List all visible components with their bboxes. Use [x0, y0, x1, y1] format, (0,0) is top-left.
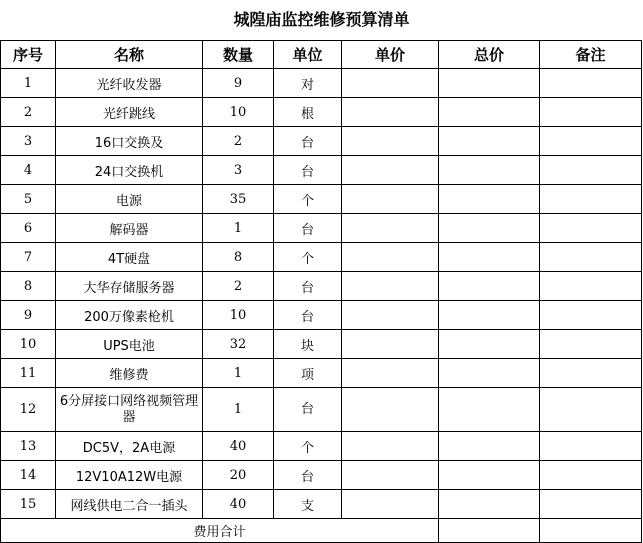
item-total-price [439, 127, 540, 156]
row-number: 4 [1, 156, 56, 185]
table-row [1, 388, 642, 432]
item-note [540, 69, 642, 98]
item-unit-price [342, 388, 439, 432]
item-note [540, 243, 642, 272]
item-unit: 台 [274, 127, 342, 156]
item-note [540, 432, 642, 461]
item-quantity: 40 [203, 490, 274, 519]
row-number: 15 [1, 490, 56, 519]
header-price: 单价 [342, 41, 439, 69]
item-quantity: 2 [203, 272, 274, 301]
total-row [1, 519, 642, 543]
item-unit: 台 [274, 214, 342, 243]
item-total-price [439, 388, 540, 432]
item-total-price [439, 272, 540, 301]
table-row [1, 243, 642, 272]
item-total-price [439, 69, 540, 98]
table-row [1, 359, 642, 388]
item-note [540, 388, 642, 432]
item-quantity: 10 [203, 98, 274, 127]
item-unit: 项 [274, 359, 342, 388]
item-total-price [439, 98, 540, 127]
item-unit: 个 [274, 243, 342, 272]
table-row [1, 461, 642, 490]
row-number: 3 [1, 127, 56, 156]
item-name: 大华存储服务器 [56, 272, 203, 301]
row-number: 10 [1, 330, 56, 359]
total-label: 费用合计 [1, 519, 439, 543]
item-name: 电源 [56, 185, 203, 214]
item-unit: 台 [274, 272, 342, 301]
item-unit-price [342, 214, 439, 243]
item-quantity: 1 [203, 214, 274, 243]
item-note [540, 301, 642, 330]
item-name: 光纤跳线 [56, 98, 203, 127]
item-unit: 台 [274, 156, 342, 185]
table-row [1, 272, 642, 301]
item-name: 光纤收发器 [56, 69, 203, 98]
item-name: 6分屏接口网络视频管理器 [56, 388, 203, 432]
table-row [1, 156, 642, 185]
item-quantity: 3 [203, 156, 274, 185]
item-unit: 个 [274, 185, 342, 214]
row-number: 11 [1, 359, 56, 388]
table-row [1, 301, 642, 330]
item-quantity: 20 [203, 461, 274, 490]
item-note [540, 272, 642, 301]
item-unit-price [342, 461, 439, 490]
item-note [540, 490, 642, 519]
item-name: 16口交换及 [56, 127, 203, 156]
item-unit: 个 [274, 432, 342, 461]
item-total-price [439, 490, 540, 519]
item-total-price [439, 432, 540, 461]
item-unit-price [342, 359, 439, 388]
item-unit: 台 [274, 461, 342, 490]
item-name: 网线供电二合一插头 [56, 490, 203, 519]
item-unit-price [342, 490, 439, 519]
item-unit-price [342, 301, 439, 330]
item-unit-price [342, 330, 439, 359]
item-total-price [439, 461, 540, 490]
item-quantity: 35 [203, 185, 274, 214]
item-unit: 台 [274, 388, 342, 432]
item-unit-price [342, 156, 439, 185]
item-name: DC5V，2A电源 [56, 432, 203, 461]
table-row [1, 98, 642, 127]
item-unit-price [342, 432, 439, 461]
table-row [1, 127, 642, 156]
page-title: 城隍庙监控维修预算清单 [233, 10, 410, 29]
item-name: 解码器 [56, 214, 203, 243]
total-note [540, 519, 642, 543]
item-unit-price [342, 272, 439, 301]
item-name: 24口交换机 [56, 156, 203, 185]
item-note [540, 156, 642, 185]
item-total-price [439, 330, 540, 359]
row-number: 7 [1, 243, 56, 272]
item-total-price [439, 301, 540, 330]
item-name: 4T硬盘 [56, 243, 203, 272]
item-unit: 块 [274, 330, 342, 359]
item-name: UPS电池 [56, 330, 203, 359]
item-unit: 对 [274, 69, 342, 98]
item-note [540, 98, 642, 127]
header-note: 备注 [540, 41, 642, 69]
item-unit-price [342, 185, 439, 214]
item-unit-price [342, 127, 439, 156]
item-name: 200万像素枪机 [56, 301, 203, 330]
item-unit-price [342, 243, 439, 272]
item-note [540, 330, 642, 359]
header-name: 名称 [56, 41, 203, 69]
item-note [540, 359, 642, 388]
table-body [1, 69, 642, 543]
row-number: 1 [1, 69, 56, 98]
item-quantity: 9 [203, 69, 274, 98]
item-quantity: 1 [203, 388, 274, 432]
item-total-price [439, 185, 540, 214]
header-total: 总价 [439, 41, 540, 69]
item-quantity: 32 [203, 330, 274, 359]
item-total-price [439, 359, 540, 388]
row-number: 13 [1, 432, 56, 461]
row-number: 12 [1, 388, 56, 432]
item-note [540, 214, 642, 243]
item-name: 12V10A12W电源 [56, 461, 203, 490]
item-note [540, 461, 642, 490]
table-row [1, 185, 642, 214]
header-unit: 单位 [274, 41, 342, 69]
budget-table [0, 40, 642, 543]
row-number: 9 [1, 301, 56, 330]
item-unit: 台 [274, 301, 342, 330]
table-row [1, 490, 642, 519]
header-qty: 数量 [203, 41, 274, 69]
item-quantity: 40 [203, 432, 274, 461]
item-unit-price [342, 98, 439, 127]
item-note [540, 127, 642, 156]
item-total-price [439, 156, 540, 185]
header-no: 序号 [1, 41, 56, 69]
row-number: 5 [1, 185, 56, 214]
row-number: 2 [1, 98, 56, 127]
item-quantity: 8 [203, 243, 274, 272]
grand-total [439, 519, 540, 543]
item-unit: 支 [274, 490, 342, 519]
item-unit-price [342, 69, 439, 98]
row-number: 14 [1, 461, 56, 490]
item-quantity: 10 [203, 301, 274, 330]
table-row [1, 69, 642, 98]
table-row [1, 214, 642, 243]
table-row [1, 432, 642, 461]
item-quantity: 2 [203, 127, 274, 156]
item-note [540, 185, 642, 214]
item-quantity: 1 [203, 359, 274, 388]
item-name: 维修费 [56, 359, 203, 388]
header-row [1, 41, 642, 69]
item-total-price [439, 214, 540, 243]
row-number: 8 [1, 272, 56, 301]
row-number: 6 [1, 214, 56, 243]
item-total-price [439, 243, 540, 272]
item-unit: 根 [274, 98, 342, 127]
table-row [1, 330, 642, 359]
